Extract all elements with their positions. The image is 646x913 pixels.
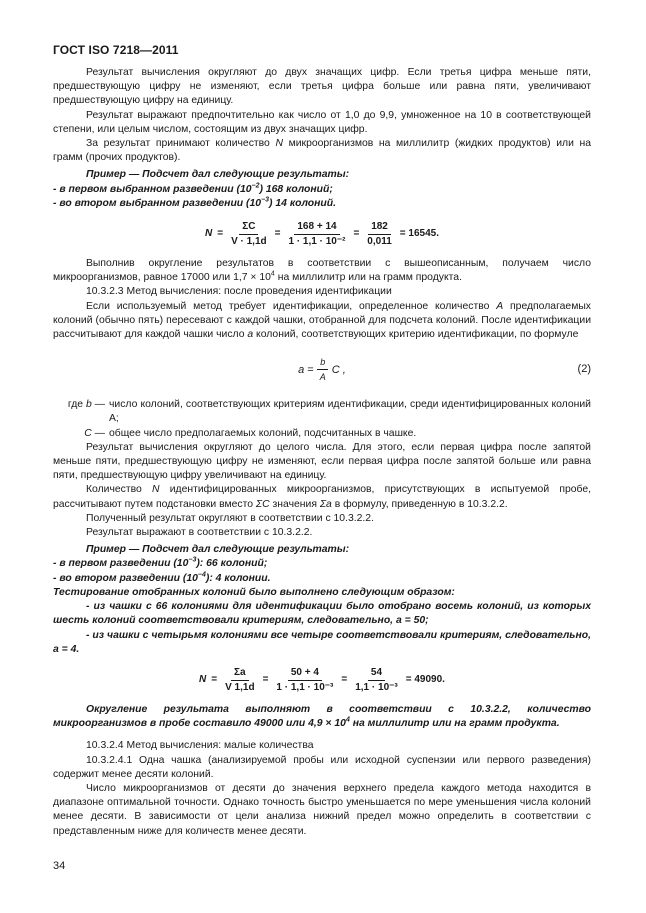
section-10-3-2-3-title: 10.3.2.3 Метод вычисления: после проведения идентификации <box>86 286 392 298</box>
paragraph-rounded-result: Выполнив округление результатов в соответствии с вышеописанным, получаем число микроорганизмов, равное 17000 или $1,7 \times 10^4$ на миллилитр или на грамм продукта. <box>53 258 591 284</box>
example-1-line-2: - во втором выбранном разведении $(10^{-3})$ 14 колоний. <box>53 196 336 209</box>
document-body <box>53 66 591 839</box>
example-2-title: Пример — Подсчет дал следующие результаты: <box>86 544 350 556</box>
formula-3-frac-2: $\frac{50 + 4}{\text{1 · 1,1 · 10⁻³}}$ <box>276 666 334 693</box>
formula-1: N = $\frac{\Sigma C}{V \cdot 1,1d}$ = $\frac{168 + 14}{\text{1 · 1,1 · 10⁻²}}$ = $\frac{182}{0,011}$ = 16545. <box>204 221 439 248</box>
paragraph-integer-rounding: Результат вычисления округляют до целого числа. Для этого, если первая цифра после запятой меньше пяти, предшествующую цифру не изменяют, если первая цифра после запятой больше или равна пяти, предшествующую цифру увеличивают на единицу. <box>53 441 591 482</box>
example-2-conclusion: Округление результата выполняют в соответствии с 10.3.2.2, количество микроорганизмов в пробе составило 49000 или $4,9 \times 10^4$ на миллилитр или на грамм продукта. <box>53 703 591 730</box>
formula-3-lhs: N <box>199 674 207 686</box>
paragraph-result: За результат принимают количество N микроорганизмов на миллилитр (жидких продуктов) или на грамм (прочих продуктов). <box>53 138 591 164</box>
example-1-line-1: - в первом выбранном разведении $(10^{-2})$ 168 колоний; <box>53 182 333 195</box>
paragraph-small-counts: Число микроорганизмов от десяти до значения верхнего предела каждого метода находится в диапазоне оптимальной точности. Однако точность быстро уменьшается по мере уменьшения числа колоний менее десяти. В зависимости от цели анализа нижний предел можно определить в соответствии с представленным ниже для количеств менее десяти. <box>53 782 591 837</box>
formula-1-frac-1: $\frac{\Sigma C}{V \cdot 1,1d}$ <box>231 221 267 248</box>
example-2-line-2: - во втором разведении $(10^{-4})$: 4 колонии. <box>53 571 271 584</box>
definition-c: C — общее число предполагаемых колоний, подсчитанных в чашке. <box>84 427 417 439</box>
paragraph-rounding: Результат вычисления округляют до двух значащих цифр. Если третья цифра меньше пяти, предшествующую цифру не изменяют, если третья цифра больше или равна пяти, увеличивают предшествующую цифру на единицу. <box>53 67 591 107</box>
formula-2-frac: $\frac{b}{A}$ <box>317 356 329 383</box>
formula-3-frac-1: $\frac{\Sigma a}{V 1,1d}$ <box>225 666 255 693</box>
paragraph-rounding-ref: Полученный результат округляют в соответствии с 10.3.2.2. <box>86 512 374 524</box>
definition-b: где b — число колоний, соответствующих критериям идентификации, среди идентифицированных колоний A; <box>67 399 591 425</box>
example-2-line-4: - из чашки с 66 колониями для идентификации было отобрано восемь колоний, из которых шесть колоний соответствовали критериям, следовательно, a = 50; <box>53 601 591 627</box>
paragraph-identification: Если используемый метод требует идентификации, определенное количество A предполагаемых колоний (обычно пять) пересевают с каждой чашки, отобранной для подсчета колоний. После идентификации рассчитывают для каждой чашки число a колоний, соответствующих критерию идентификации, по формуле <box>53 300 592 341</box>
formula-3-result: = 49090. <box>405 674 445 686</box>
example-2-line-1: - в первом разведении $(10^{-3})$: 66 колоний; <box>53 557 268 570</box>
formula-2: a = $\frac{b}{A}$ C , (2) <box>298 357 591 383</box>
formula-3: N = $\frac{\Sigma a}{V 1,1d}$ = $\frac{50 + 4}{\text{1 · 1,1 · 10⁻³}}$ = $\frac{54}{\text{1,1 · 10⁻³}}$ = 49090. <box>199 666 445 693</box>
formula-1-frac-3: $\frac{182}{0,011}$ <box>367 221 392 248</box>
example-2-line-3: Тестирование отобранных колоний было выполнено следующим образом: <box>53 586 455 598</box>
example-2-line-5: - из чашки с четырьмя колониями все четыре соответствовали критериям, следовательно, a = 4. <box>53 629 591 655</box>
formula-3-frac-3: $\frac{54}{\text{1,1 · 10⁻³}}$ <box>355 666 398 693</box>
standard-header: ГОСТ ISO 7218—2011 <box>53 43 179 57</box>
paragraph-expression: Результат выражают предпочтительно как число от 1,0 до 9,9, умноженное на 10 в соответствующей степени, или целым числом, состоящим из двух значащих цифр. <box>53 109 591 135</box>
formula-1-lhs: N <box>204 228 213 240</box>
section-10-3-2-4-1: 10.3.2.4.1 Одна чашка (анализируемой пробы или исходной суспензии или первого разведения) содержит менее десяти колоний. <box>53 754 591 780</box>
example-2 <box>53 543 591 657</box>
example-1-title: Пример — Подсчет дал следующие результаты: <box>86 169 350 181</box>
formula-1-result: = 16545. <box>399 228 439 240</box>
formula-1-frac-2: $\frac{168 + 14}{\text{1 · 1,1 · 10⁻²}}$ <box>288 221 346 248</box>
paragraph-identified-count: Количество N идентифицированных микроорганизмов, присутствующих в испытуемой пробе, рассчитывают путем подстановки вместо ΣC значения Σa в формулу, приведенную в 10.3.2.2. <box>53 484 592 510</box>
paragraph-expression-ref: Результат выражают в соответствии с 10.3.2.2. <box>86 527 313 539</box>
example-1 <box>53 168 591 211</box>
section-10-3-2-4-title: 10.3.2.4 Метод вычисления: малые количества <box>86 740 314 752</box>
page-number: 34 <box>53 860 66 872</box>
formula-2-number: (2) <box>577 363 591 376</box>
